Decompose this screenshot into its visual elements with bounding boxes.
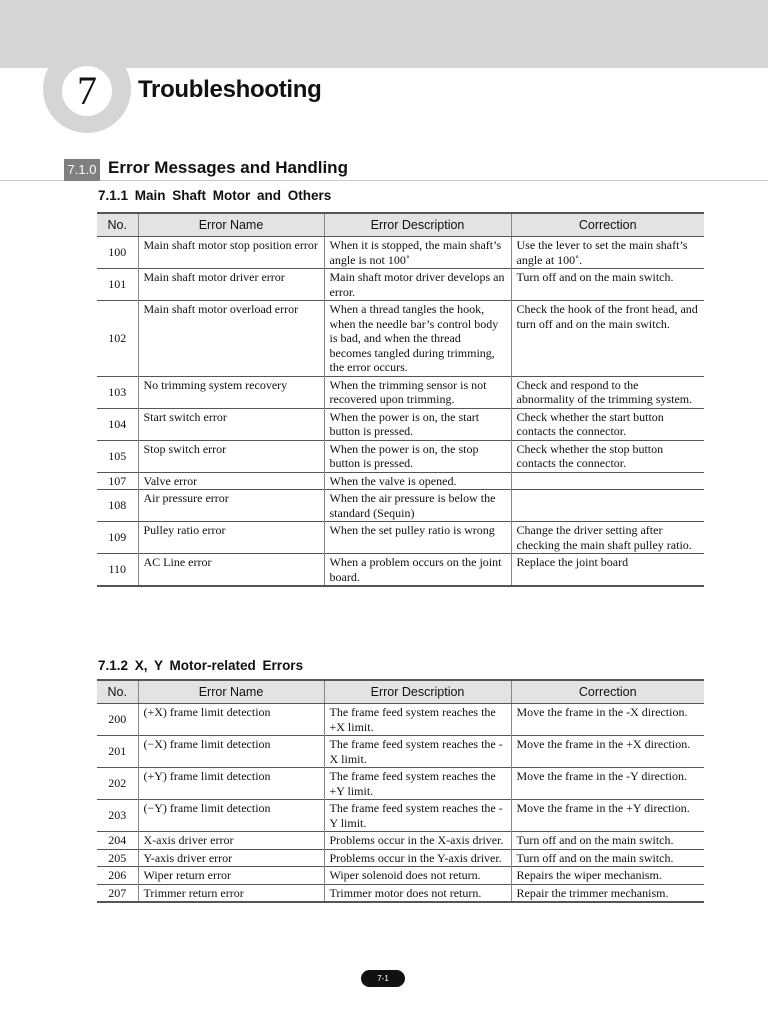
cell-error-description: Problems occur in the X-axis driver. (324, 832, 511, 850)
cell-error-name: X-axis driver error (138, 832, 324, 850)
section-number-tag: 7.1.0 (64, 159, 100, 181)
chapter-number: 7 (62, 66, 112, 116)
cell-error-number: 205 (97, 849, 138, 867)
cell-error-number: 103 (97, 376, 138, 408)
cell-error-name: Trimmer return error (138, 884, 324, 902)
cell-correction: Move the frame in the +Y direction. (511, 800, 704, 832)
section-title: Error Messages and Handling (108, 158, 348, 177)
error-table-xy-motor (97, 679, 704, 903)
cell-error-description: When the trimming sensor is not recovered upon trimming. (324, 376, 511, 408)
cell-error-number: 100 (97, 237, 138, 269)
cell-error-number: 104 (97, 408, 138, 440)
header-error-name: Error Name (138, 680, 324, 704)
cell-error-name: Main shaft motor stop position error (138, 237, 324, 269)
table-row (97, 704, 704, 736)
cell-correction: Change the driver setting after checking the main shaft pulley ratio. (511, 522, 704, 554)
cell-error-description: When the power is on, the stop button is pressed. (324, 440, 511, 472)
table-row (97, 849, 704, 867)
cell-error-description: Trimmer motor does not return. (324, 884, 511, 902)
cell-correction (511, 472, 704, 490)
cell-error-description: When the power is on, the start button is pressed. (324, 408, 511, 440)
table-header-row (97, 213, 704, 237)
cell-error-number: 206 (97, 867, 138, 885)
cell-error-number: 108 (97, 490, 138, 522)
table-row (97, 736, 704, 768)
header-correction: Correction (511, 213, 704, 237)
cell-error-number: 207 (97, 884, 138, 902)
cell-error-description: Problems occur in the Y-axis driver. (324, 849, 511, 867)
cell-correction: Move the frame in the -X direction. (511, 704, 704, 736)
cell-error-name: Start switch error (138, 408, 324, 440)
cell-error-description: When it is stopped, the main shaft’s angle is not 100˚ (324, 237, 511, 269)
cell-error-number: 105 (97, 440, 138, 472)
cell-error-description: The frame feed system reaches the -X limit. (324, 736, 511, 768)
table-row (97, 237, 704, 269)
cell-correction: Move the frame in the +X direction. (511, 736, 704, 768)
table-row (97, 490, 704, 522)
cell-error-description: The frame feed system reaches the +X limit. (324, 704, 511, 736)
cell-correction (511, 490, 704, 522)
cell-error-description: When the set pulley ratio is wrong (324, 522, 511, 554)
cell-correction: Check and respond to the abnormality of the trimming system. (511, 376, 704, 408)
table-row (97, 440, 704, 472)
table-row (97, 301, 704, 377)
table-row (97, 768, 704, 800)
header-correction: Correction (511, 680, 704, 704)
cell-correction: Turn off and on the main switch. (511, 269, 704, 301)
section-divider (0, 180, 768, 181)
cell-error-name: Wiper return error (138, 867, 324, 885)
cell-correction: Repairs the wiper mechanism. (511, 867, 704, 885)
cell-error-name: No trimming system recovery (138, 376, 324, 408)
cell-error-number: 101 (97, 269, 138, 301)
cell-error-number: 201 (97, 736, 138, 768)
chapter-title: Troubleshooting (138, 76, 322, 103)
table-row (97, 269, 704, 301)
cell-error-number: 107 (97, 472, 138, 490)
table-row (97, 376, 704, 408)
cell-error-name: Main shaft motor overload error (138, 301, 324, 377)
table-row (97, 832, 704, 850)
cell-correction: Turn off and on the main switch. (511, 849, 704, 867)
cell-error-name: (+X) frame limit detection (138, 704, 324, 736)
cell-error-number: 102 (97, 301, 138, 377)
cell-error-name: (−Y) frame limit detection (138, 800, 324, 832)
cell-error-name: AC Line error (138, 554, 324, 587)
table-row (97, 554, 704, 587)
cell-error-number: 202 (97, 768, 138, 800)
error-table-main-shaft (97, 212, 704, 587)
cell-error-description: When the air pressure is below the standard (Sequin) (324, 490, 511, 522)
cell-error-name: (−X) frame limit detection (138, 736, 324, 768)
cell-error-number: 204 (97, 832, 138, 850)
cell-error-number: 110 (97, 554, 138, 587)
cell-error-description: When the valve is opened. (324, 472, 511, 490)
cell-correction: Use the lever to set the main shaft’s angle at 100˚. (511, 237, 704, 269)
header-error-description: Error Description (324, 680, 511, 704)
table-row (97, 472, 704, 490)
table-row (97, 867, 704, 885)
cell-error-number: 203 (97, 800, 138, 832)
cell-error-name: Stop switch error (138, 440, 324, 472)
cell-error-number: 200 (97, 704, 138, 736)
table-row (97, 800, 704, 832)
header-error-description: Error Description (324, 213, 511, 237)
cell-correction: Check whether the start button contacts the connector. (511, 408, 704, 440)
cell-correction: Move the frame in the -Y direction. (511, 768, 704, 800)
cell-error-name: Y-axis driver error (138, 849, 324, 867)
table-row (97, 884, 704, 902)
cell-correction: Replace the joint board (511, 554, 704, 587)
cell-error-name: Air pressure error (138, 490, 324, 522)
cell-error-description: The frame feed system reaches the +Y limit. (324, 768, 511, 800)
subsection-title-main-shaft: 7.1.1 Main Shaft Motor and Others (98, 188, 332, 203)
cell-error-name: Valve error (138, 472, 324, 490)
cell-error-name: Pulley ratio error (138, 522, 324, 554)
cell-error-description: Main shaft motor driver develops an error. (324, 269, 511, 301)
table-row (97, 408, 704, 440)
subsection-title-xy-motor: 7.1.2 X, Y Motor-related Errors (98, 658, 304, 673)
cell-correction: Check the hook of the front head, and turn off and on the main switch. (511, 301, 704, 377)
header-error-name: Error Name (138, 213, 324, 237)
cell-error-description: When a problem occurs on the joint board. (324, 554, 511, 587)
cell-error-name: (+Y) frame limit detection (138, 768, 324, 800)
header-no: No. (97, 680, 138, 704)
cell-correction: Check whether the stop button contacts the connector. (511, 440, 704, 472)
cell-correction: Turn off and on the main switch. (511, 832, 704, 850)
cell-error-description: Wiper solenoid does not return. (324, 867, 511, 885)
table-header-row (97, 680, 704, 704)
cell-error-description: When a thread tangles the hook, when the needle bar’s control body is bad, and when the thread becomes tangled during trimming, the error occurs. (324, 301, 511, 377)
table-row (97, 522, 704, 554)
header-no: No. (97, 213, 138, 237)
cell-error-description: The frame feed system reaches the -Y limit. (324, 800, 511, 832)
cell-error-number: 109 (97, 522, 138, 554)
page-number: 7-1 (361, 970, 405, 987)
cell-correction: Repair the trimmer mechanism. (511, 884, 704, 902)
cell-error-name: Main shaft motor driver error (138, 269, 324, 301)
